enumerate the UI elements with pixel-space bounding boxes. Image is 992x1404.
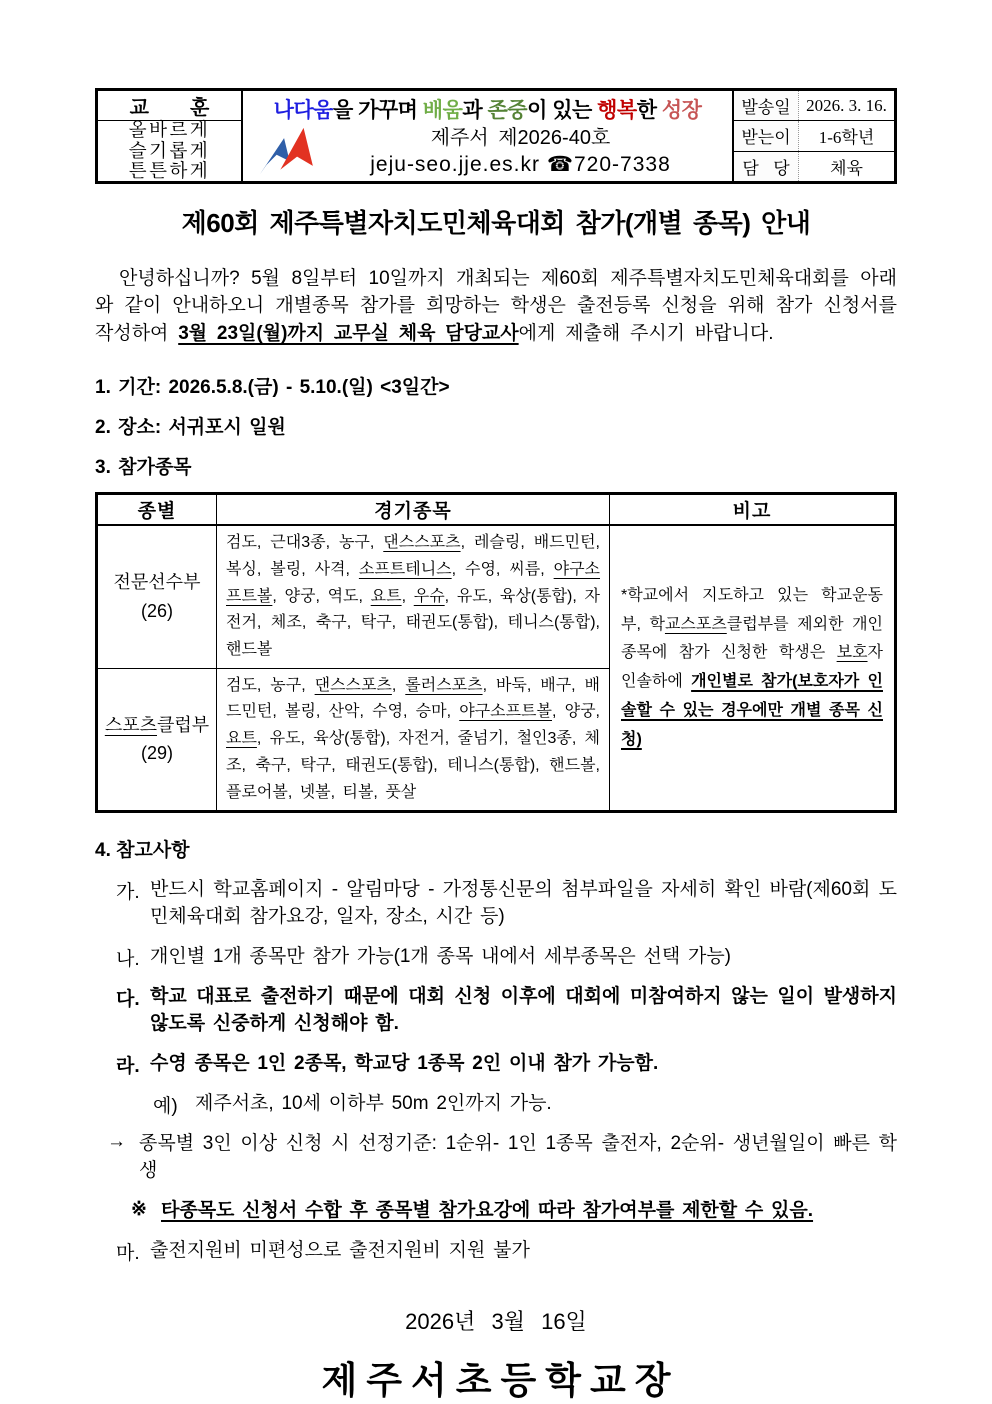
note-text: 출전지원비 미편성으로 출전지원비 지원 불가 <box>150 1240 530 1262</box>
section-item-place: 2. 장소: 서귀포시 일원 <box>95 417 286 439</box>
school-slogan: 나다움을 가꾸며 배움과 존중이 있는 행복한 성장 <box>273 99 702 122</box>
note-ga <box>95 877 897 931</box>
school-phone: 720-7338 <box>574 153 671 177</box>
category-count: (26) <box>140 600 173 621</box>
info-row-recipient <box>734 121 894 151</box>
info-value: 1-6학년 <box>818 128 875 148</box>
category-cell <box>97 525 217 668</box>
note-text: 타종목도 신청서 수합 후 종목별 참가요강에 따라 참가여부를 제한할 수 있음. <box>161 1200 814 1222</box>
note-reference-mark <box>95 1198 897 1225</box>
note-ma <box>95 1238 897 1265</box>
note-da <box>95 984 897 1038</box>
document-number: 제주서 제2026-40호 <box>430 127 611 150</box>
category-name: 전문선수부 <box>113 572 201 593</box>
section-item-notes: 4. 참고사항 <box>95 840 190 862</box>
events-table <box>95 492 897 813</box>
note-text: 제주서초, 10세 이하부 50m 2인까지 가능. <box>195 1093 552 1115</box>
info-label: 발송일 <box>734 91 799 120</box>
info-value: 2026. 3. 16. <box>806 95 887 115</box>
note-marker: 다. <box>116 989 140 1011</box>
motto-line-2: 슬기롭게 <box>128 141 211 162</box>
header-center <box>243 91 732 181</box>
notes-list <box>95 877 897 1265</box>
category-name: 스포츠클럽부 <box>104 714 210 735</box>
info-row-in-charge <box>734 152 894 181</box>
note-text: 종목별 3인 이상 신청 시 선정기준: 1순위- 1인 1종목 출전자, 2순위- 생년월일이 빠른 학생 <box>139 1133 897 1182</box>
note-marker: 마. <box>116 1243 140 1265</box>
info-row-send-date <box>734 91 894 121</box>
section-item-period: 1. 기간: 2026.5.8.(금) - 5.10.(일) <3일간> <box>95 377 450 399</box>
note-ra <box>95 1051 897 1078</box>
principal-signature: 제주서초등학교장 <box>321 1360 680 1402</box>
note-marker: 나. <box>116 949 140 971</box>
motto-title: 교 훈 <box>98 91 241 121</box>
header-banner <box>95 88 897 184</box>
note-marker: 라. <box>116 1056 140 1078</box>
col-header-category: 종별 <box>97 494 217 526</box>
table-header-row <box>97 494 896 526</box>
note-example <box>95 1091 897 1118</box>
note-text: 학교 대표로 출전하기 때문에 대회 신청 이후에 대회에 미참여하지 않는 일이 발생하지 않도록 신중하게 신청해야 함. <box>150 986 897 1035</box>
school-logo-icon <box>257 126 313 178</box>
header-center-lower <box>247 124 728 180</box>
document-page <box>95 0 897 1404</box>
reference-mark-icon: ※ <box>131 1199 147 1221</box>
note-arrow <box>95 1131 897 1185</box>
phone-icon: ☎ <box>546 153 574 177</box>
events-cell: 검도, 농구, 댄스스포츠, 롤러스포츠, 바둑, 배구, 배드민턴, 볼링, 산악, 수영, 승마, 야구소프트볼, 양궁, 요트, 유도, 육상(통합), 자전거, 줄넘기, 철인3종, 체조, 축구, 탁구, 태권도(통합), 테니스(통합), 핸드볼, 플로어볼, 넷볼, 티볼, 풋살 <box>217 668 610 812</box>
section-list <box>95 372 897 479</box>
note-text: 개인별 1개 종목만 참가 가능(1개 종목 내에서 세부종목은 선택 가능) <box>150 946 732 968</box>
note-marker: 예) <box>153 1096 178 1118</box>
arrow-icon: → <box>107 1131 126 1153</box>
section-item-events: 3. 참가종목 <box>95 457 192 479</box>
table-row-pro <box>97 525 896 668</box>
motto-line-3: 튼튼하게 <box>128 162 211 183</box>
info-value: 체육 <box>830 158 863 178</box>
events-cell: 검도, 근대3종, 농구, 댄스스포츠, 레슬링, 배드민턴, 복싱, 볼링, 사격, 소프트테니스, 수영, 씨름, 야구소프트볼, 양궁, 역도, 요트, 우슈, 유도, 육상(통합), 자전거, 체조, 축구, 탁구, 태권도(통합), 테니스(통합), 핸드볼 <box>217 525 610 668</box>
col-header-events: 경기종목 <box>217 494 610 526</box>
category-count: (29) <box>140 743 173 764</box>
page-title: 제60회 제주특별자치도민체육대회 참가(개별 종목) 안내 <box>181 208 811 238</box>
info-label: 담 당 <box>734 152 799 181</box>
info-label: 받는이 <box>734 121 799 150</box>
col-header-remark: 비고 <box>610 494 896 526</box>
category-cell <box>97 668 217 812</box>
note-text: 반드시 학교홈페이지 - 알림마당 - 가정통신문의 첨부파일을 자세히 확인 바람(제60회 도민체육대회 참가요강, 일자, 장소, 시간 등) <box>150 879 897 928</box>
issue-date: 2026년 3월 16일 <box>405 1309 587 1335</box>
school-contact-line <box>313 151 728 178</box>
intro-paragraph: 안녕하십니까? 5월 8일부터 10일까지 개최되는 제60회 제주특별자치도민체육대회를 아래와 같이 안내하오니 개별종목 참가를 희망하는 학생은 출전등록 신청을 위해 참가 신청서를 작성하여 3월 23일(월)까지 교무실 체육 담당교사에게 제출해 주시기 바랍니다. <box>95 268 897 344</box>
motto-line-1: 올바르게 <box>128 121 211 141</box>
document-id-block <box>313 125 728 178</box>
school-website: jeju-seo.jje.es.kr <box>370 153 540 177</box>
note-text: 수영 종목은 1인 2종목, 학교당 1종목 2인 이내 참가 가능함. <box>150 1053 659 1075</box>
header-info-table <box>732 91 894 181</box>
motto-lines <box>98 121 241 183</box>
note-marker: 가. <box>116 882 140 904</box>
note-na <box>95 944 897 971</box>
school-motto <box>98 91 243 181</box>
remark-cell: *학교에서 지도하고 있는 학교운동부, 학교스포츠클럽부를 제외한 개인 종목에 참가 신청한 학생은 보호자 인솔하에 개인별로 참가(보호자가 인솔할 수 있는 경우에만 개별 종목 신청) <box>610 525 896 812</box>
